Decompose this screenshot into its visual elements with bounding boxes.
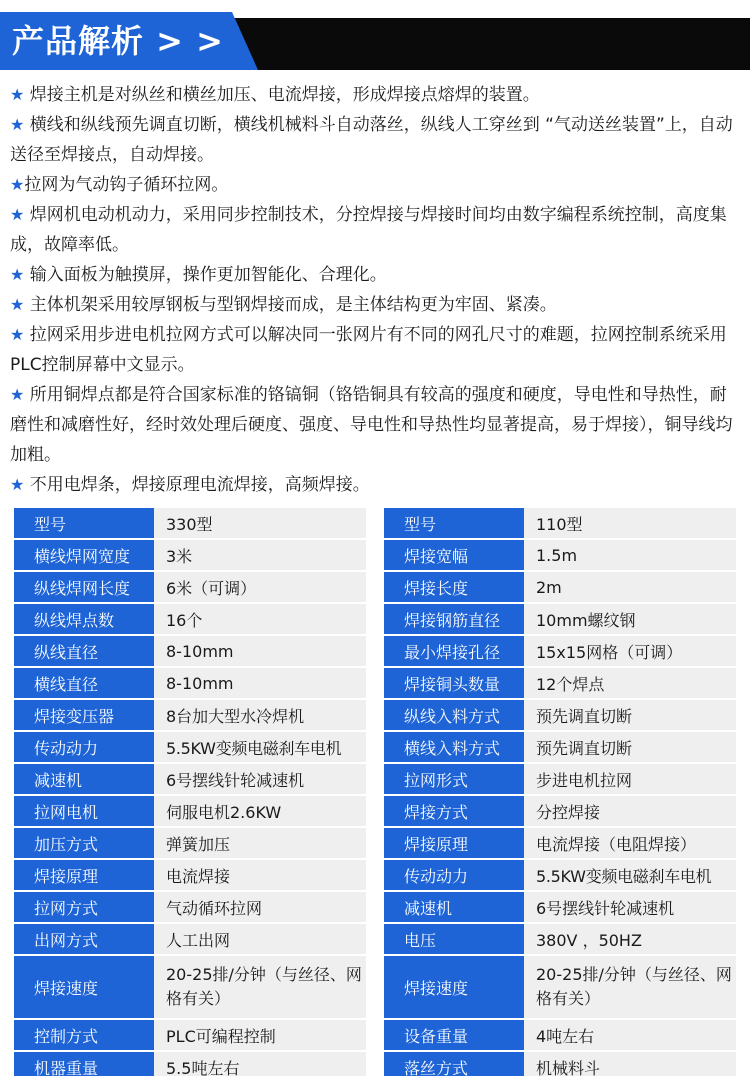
spec-table-110 [384,506,736,1076]
table-row: 焊接速度 20-25排/分钟（与丝径、网格有关） [384,956,736,1018]
table-row: 传动动力 5.5KW变频电磁刹车电机 [14,732,366,762]
table-row: 出网方式 人工出网 [14,924,366,954]
list-item: ★拉网为气动钩子循环拉网。 [10,175,229,195]
star-icon: ★ [10,265,25,284]
table-row: 纵线焊网长度 6米（可调） [14,572,366,602]
table-row: 焊接铜头数量 12个焊点 [384,668,736,698]
table-row: 拉网方式 气动循环拉网 [14,892,366,922]
star-icon: ★ [10,385,25,404]
list-item: ★ 主体机架采用较厚钢板与型钢焊接而成，是主体结构更为牢固、紧凑。 [10,295,557,315]
list-item: ★ 所用铜焊点都是符合国家标准的铬镐铜（铬锆铜具有较高的强度和硬度，导电性和导热性，耐磨性和减磨性好，经时效处理后硬度、强度、导电性和导热性均显著提高，易于焊接），铜导线均加粗。 [10,385,733,465]
list-item: ★ 横线和纵线预先调直切断，横线机械料斗自动落丝，纵线人工穿丝到 “气动送丝装置”上，自动送径至焊接点，自动焊接。 [10,115,733,165]
star-icon: ★ [10,295,25,314]
table-row: 电压 380V ，50HZ [384,924,736,954]
list-item: ★ 拉网采用步进电机拉网方式可以解决同一张网片有不同的网孔尺寸的难题，拉网控制系统采用PLC控制屏幕中文显示。 [10,325,727,375]
table-row: 焊接长度 2m [384,572,736,602]
section-header [0,0,750,70]
table-row: 焊接钢筋直径 10mm螺纹钢 [384,604,736,634]
table-row: 焊接原理 电流焊接（电阻焊接） [384,828,736,858]
star-icon: ★ [10,475,25,494]
star-icon: ★ [10,85,25,104]
table-row: 传动动力 5.5KW变频电磁刹车电机 [384,860,736,890]
list-item: ★ 输入面板为触摸屏，操作更加智能化、合理化。 [10,265,387,285]
table-row: 横线焊网宽度 3米 [14,540,366,570]
star-icon: ★ [10,205,25,224]
table-row: 加压方式 弹簧加压 [14,828,366,858]
table-row: 落丝方式 机械料斗 [384,1052,736,1076]
table-row: 设备重量 4吨左右 [384,1020,736,1050]
star-icon: ★ [10,325,25,344]
spec-table-330 [14,506,366,1076]
table-row: 焊接宽幅 1.5m [384,540,736,570]
table-row: 减速机 6号摆线针轮减速机 [14,764,366,794]
table-row: 拉网形式 步进电机拉网 [384,764,736,794]
star-icon: ★ [10,175,25,194]
star-icon: ★ [10,115,25,134]
table-row: 横线直径 8-10mm [14,668,366,698]
feature-list [10,80,740,500]
table-row: 纵线焊点数 16个 [14,604,366,634]
table-row: 减速机 6号摆线针轮减速机 [384,892,736,922]
table-row: 纵线直径 8-10mm [14,636,366,666]
list-item: ★ 焊网机电动机动力，采用同步控制技术，分控焊接与焊接时间均由数字编程系统控制，高度集成，故障率低。 [10,205,727,255]
list-item: ★ 焊接主机是对纵丝和横丝加压、电流焊接，形成焊接点熔焊的装置。 [10,85,540,105]
table-row: 型号 110型 [384,508,736,538]
table-row: 横线入料方式 预先调直切断 [384,732,736,762]
table-row: 焊接原理 电流焊接 [14,860,366,890]
table-row: 最小焊接孔径 15x15网格（可调） [384,636,736,666]
list-item: ★ 不用电焊条，焊接原理电流焊接，高频焊接。 [10,475,370,495]
table-row: 型号 330型 [14,508,366,538]
section-title: 产品解析 > > [12,22,224,60]
table-row: 拉网电机 伺服电机2.6KW [14,796,366,826]
table-row: 机器重量 5.5吨左右 [14,1052,366,1076]
table-row: 纵线入料方式 预先调直切断 [384,700,736,730]
table-row: 焊接方式 分控焊接 [384,796,736,826]
table-row: 焊接变压器 8台加大型水冷焊机 [14,700,366,730]
table-row: 焊接速度 20-25排/分钟（与丝径、网格有关） [14,956,366,1018]
table-row: 控制方式 PLC可编程控制 [14,1020,366,1050]
